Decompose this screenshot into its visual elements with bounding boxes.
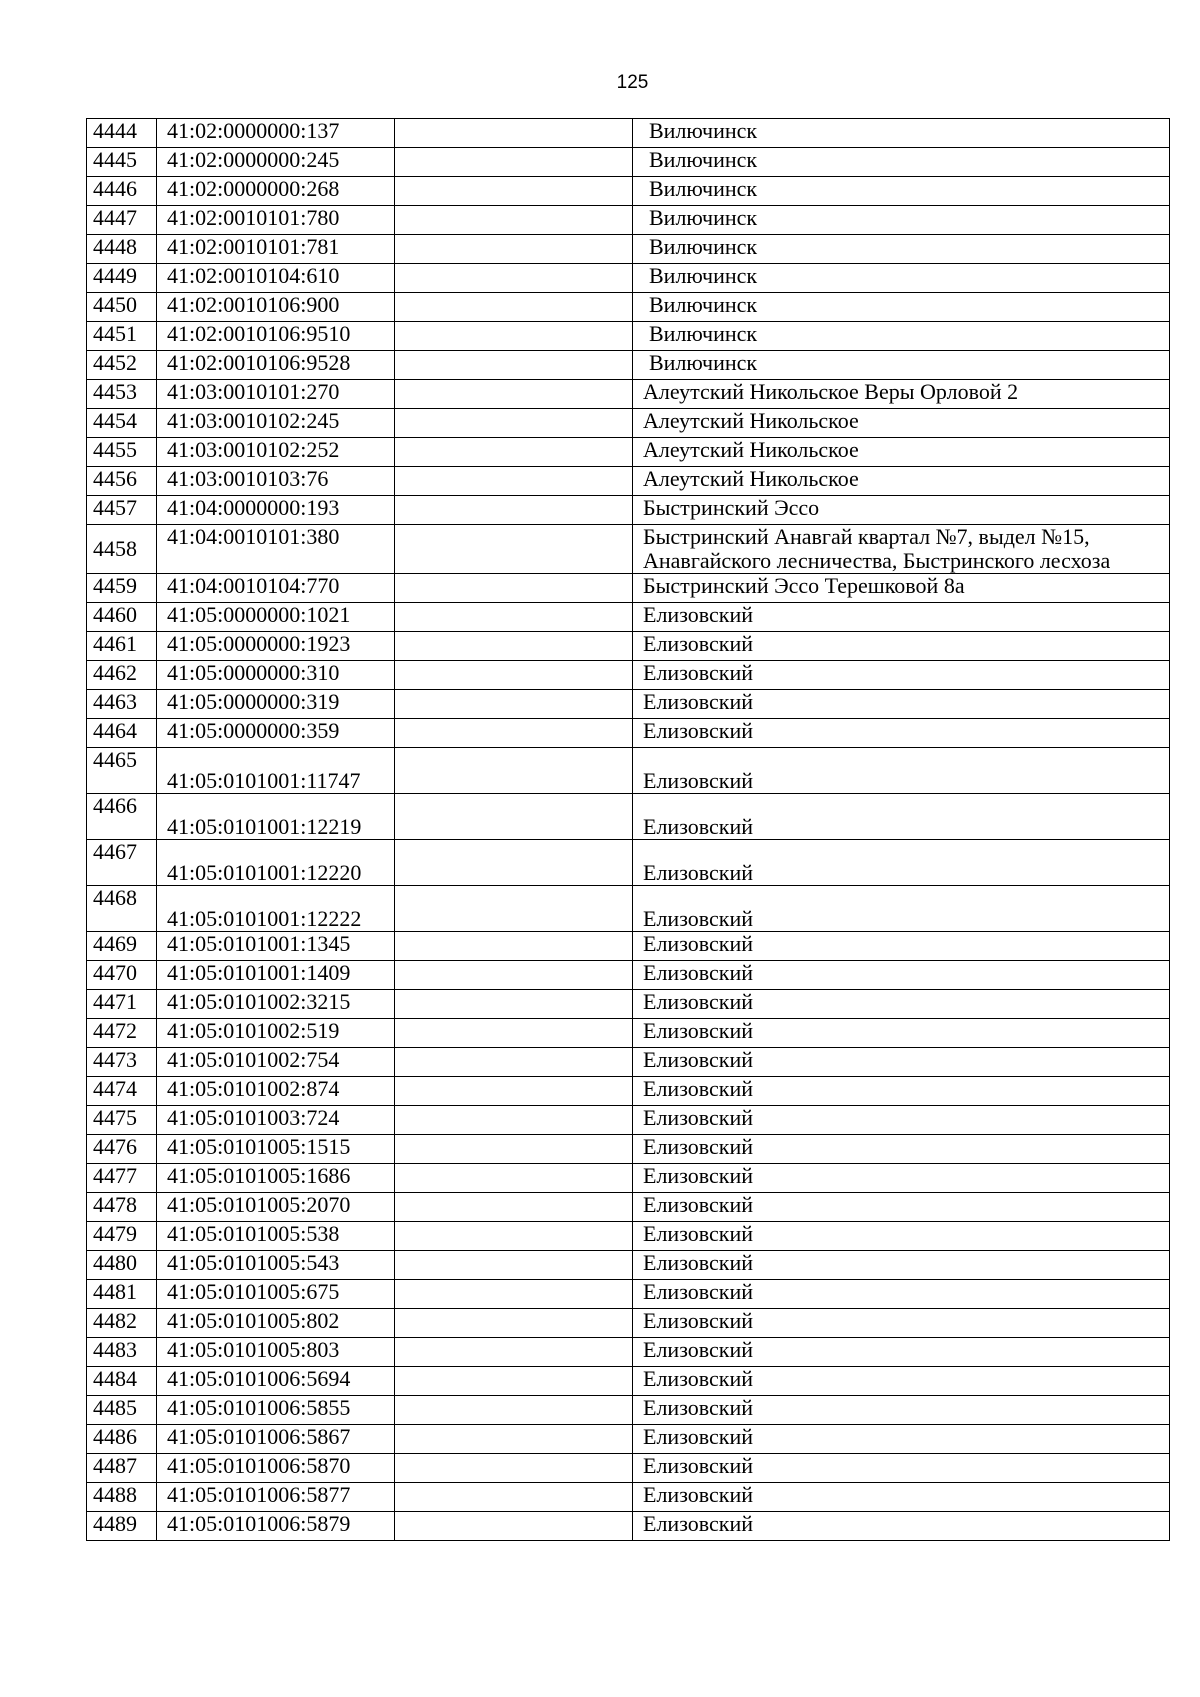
row-number-cell: 4450 [87,293,157,322]
location-cell: Елизовский [633,690,1170,719]
row-number-cell: 4453 [87,380,157,409]
row-number-cell: 4474 [87,1077,157,1106]
table-row [87,206,1170,235]
table-row [87,177,1170,206]
location-cell: Вилючинск [633,119,1170,148]
table-row [87,574,1170,603]
row-number-cell: 4465 [87,748,157,794]
cadastral-number-cell: 41:05:0101003:724 [157,1106,395,1135]
table-row [87,1077,1170,1106]
table-row [87,932,1170,961]
location-cell: Елизовский [633,1396,1170,1425]
empty-cell [395,438,633,467]
table-row [87,794,1170,840]
row-number-cell: 4488 [87,1483,157,1512]
cadastral-number-cell: 41:03:0010101:270 [157,380,395,409]
empty-cell [395,293,633,322]
row-number-cell: 4472 [87,1019,157,1048]
cadastral-number-cell: 41:03:0010102:252 [157,438,395,467]
row-number-cell: 4463 [87,690,157,719]
empty-cell [395,574,633,603]
row-number-cell: 4468 [87,886,157,932]
row-number-cell: 4485 [87,1396,157,1425]
row-number-cell: 4446 [87,177,157,206]
empty-cell [395,1019,633,1048]
table-row [87,632,1170,661]
cadastral-number-cell: 41:05:0000000:310 [157,661,395,690]
row-number-cell: 4469 [87,932,157,961]
row-number-cell: 4445 [87,148,157,177]
table-row [87,467,1170,496]
row-number-cell: 4451 [87,322,157,351]
row-number-cell: 4456 [87,467,157,496]
empty-cell [395,794,633,840]
empty-cell [395,525,633,574]
cadastral-number-cell: 41:05:0101006:5867 [157,1425,395,1454]
cadastral-number-cell: 41:02:0010106:9528 [157,351,395,380]
row-number-cell: 4484 [87,1367,157,1396]
row-number-cell: 4448 [87,235,157,264]
row-number-cell: 4487 [87,1454,157,1483]
cadastral-number-cell: 41:05:0101006:5855 [157,1396,395,1425]
empty-cell [395,119,633,148]
row-number-cell: 4457 [87,496,157,525]
location-cell: Вилючинск [633,177,1170,206]
table-row [87,1280,1170,1309]
table-row [87,235,1170,264]
cadastral-number-cell: 41:05:0101005:675 [157,1280,395,1309]
cadastral-number-cell: 41:02:0000000:245 [157,148,395,177]
cadastral-number-cell: 41:05:0101001:11747 [157,748,395,794]
location-cell: Алеутский Никольское [633,409,1170,438]
location-cell: Елизовский [633,990,1170,1019]
cadastral-number-cell: 41:02:0010104:610 [157,264,395,293]
cadastral-number-cell: 41:05:0101005:803 [157,1338,395,1367]
location-cell: Елизовский [633,748,1170,794]
table-row [87,1396,1170,1425]
table-row [87,886,1170,932]
cadastral-number-cell: 41:02:0010106:900 [157,293,395,322]
location-cell: Елизовский [633,1280,1170,1309]
empty-cell [395,1077,633,1106]
table-row [87,1251,1170,1280]
cadastral-number-cell: 41:05:0101005:538 [157,1222,395,1251]
table-row [87,1222,1170,1251]
cadastral-number-cell: 41:02:0000000:268 [157,177,395,206]
row-number-cell: 4464 [87,719,157,748]
table-row [87,1338,1170,1367]
cadastral-number-cell: 41:05:0101002:874 [157,1077,395,1106]
row-number-cell: 4444 [87,119,157,148]
location-cell: Елизовский [633,1019,1170,1048]
row-number-cell: 4478 [87,1193,157,1222]
table-row [87,603,1170,632]
empty-cell [395,1135,633,1164]
row-number-cell: 4479 [87,1222,157,1251]
empty-cell [395,177,633,206]
empty-cell [395,840,633,886]
empty-cell [395,1512,633,1541]
location-cell: Елизовский [633,1135,1170,1164]
empty-cell [395,322,633,351]
location-cell: Елизовский [633,1512,1170,1541]
cadastral-number-cell: 41:05:0101006:5879 [157,1512,395,1541]
row-number-cell: 4455 [87,438,157,467]
row-number-cell: 4449 [87,264,157,293]
empty-cell [395,1483,633,1512]
location-cell: Елизовский [633,603,1170,632]
cadastral-number-cell: 41:05:0101005:1515 [157,1135,395,1164]
location-cell: Елизовский [633,1164,1170,1193]
location-cell: Елизовский [633,1048,1170,1077]
location-cell: Елизовский [633,1251,1170,1280]
row-number-cell: 4481 [87,1280,157,1309]
cadastral-number-cell: 41:05:0101002:3215 [157,990,395,1019]
location-cell: Елизовский [633,1222,1170,1251]
row-number-cell: 4466 [87,794,157,840]
cadastral-number-cell: 41:05:0000000:359 [157,719,395,748]
table-row [87,351,1170,380]
table-row [87,409,1170,438]
cadastral-number-cell: 41:05:0101001:1409 [157,961,395,990]
empty-cell [395,148,633,177]
empty-cell [395,886,633,932]
empty-cell [395,1106,633,1135]
row-number-cell: 4489 [87,1512,157,1541]
cadastral-number-cell: 41:05:0101002:754 [157,1048,395,1077]
empty-cell [395,748,633,794]
table-row [87,1048,1170,1077]
row-number-cell: 4480 [87,1251,157,1280]
table-row [87,1193,1170,1222]
cadastral-number-cell: 41:04:0010104:770 [157,574,395,603]
empty-cell [395,206,633,235]
empty-cell [395,990,633,1019]
location-cell: Елизовский [633,1483,1170,1512]
location-cell: Елизовский [633,1367,1170,1396]
empty-cell [395,264,633,293]
cadastral-number-cell: 41:05:0101001:12220 [157,840,395,886]
empty-cell [395,661,633,690]
page-number: 125 [616,72,649,93]
cadastral-number-cell: 41:05:0000000:319 [157,690,395,719]
table-row [87,1454,1170,1483]
location-cell: Вилючинск [633,148,1170,177]
table-row [87,1164,1170,1193]
empty-cell [395,496,633,525]
location-cell: Елизовский [633,840,1170,886]
cadastral-number-cell: 41:05:0000000:1021 [157,603,395,632]
table-row [87,1309,1170,1338]
row-number-cell: 4462 [87,661,157,690]
table-row [87,148,1170,177]
row-number-cell: 4447 [87,206,157,235]
table-row [87,119,1170,148]
table-row [87,748,1170,794]
empty-cell [395,380,633,409]
location-cell: Елизовский [633,961,1170,990]
empty-cell [395,1338,633,1367]
row-number-cell: 4454 [87,409,157,438]
cadastral-number-cell: 41:05:0101005:543 [157,1251,395,1280]
empty-cell [395,235,633,264]
empty-cell [395,467,633,496]
row-number-cell: 4452 [87,351,157,380]
table-row [87,525,1170,574]
cadastral-number-cell: 41:05:0101006:5694 [157,1367,395,1396]
table-row [87,690,1170,719]
table-row [87,990,1170,1019]
row-number-cell: 4483 [87,1338,157,1367]
table-row [87,293,1170,322]
location-cell: Елизовский [633,1425,1170,1454]
row-number-cell: 4458 [87,525,157,574]
table-row [87,380,1170,409]
location-cell: Елизовский [633,1193,1170,1222]
location-cell: Елизовский [633,661,1170,690]
cadastral-number-cell: 41:05:0101005:1686 [157,1164,395,1193]
empty-cell [395,1309,633,1338]
cadastral-number-cell: 41:05:0101001:1345 [157,932,395,961]
location-cell: Елизовский [633,1454,1170,1483]
cadastral-number-cell: 41:03:0010102:245 [157,409,395,438]
location-cell: Елизовский [633,794,1170,840]
location-cell: Елизовский [633,932,1170,961]
empty-cell [395,1048,633,1077]
cadastral-number-cell: 41:05:0101005:2070 [157,1193,395,1222]
empty-cell [395,690,633,719]
empty-cell [395,351,633,380]
location-cell: Быстринский Эссо [633,496,1170,525]
row-number-cell: 4467 [87,840,157,886]
location-cell: Быстринский Эссо Терешковой 8а [633,574,1170,603]
cadastral-number-cell: 41:05:0101005:802 [157,1309,395,1338]
cadastral-number-cell: 41:02:0000000:137 [157,119,395,148]
table-row [87,1135,1170,1164]
location-cell: Алеутский Никольское [633,438,1170,467]
empty-cell [395,1222,633,1251]
table-row [87,264,1170,293]
registry-table [86,118,1170,1541]
row-number-cell: 4459 [87,574,157,603]
row-number-cell: 4482 [87,1309,157,1338]
row-number-cell: 4475 [87,1106,157,1135]
location-cell: Алеутский Никольское Веры Орловой 2 [633,380,1170,409]
row-number-cell: 4486 [87,1425,157,1454]
location-cell: Елизовский [633,886,1170,932]
table-row [87,1512,1170,1541]
cadastral-number-cell: 41:05:0101002:519 [157,1019,395,1048]
row-number-cell: 4461 [87,632,157,661]
location-cell: Вилючинск [633,293,1170,322]
empty-cell [395,1164,633,1193]
location-cell: Елизовский [633,719,1170,748]
empty-cell [395,1396,633,1425]
table-row [87,1019,1170,1048]
table-row [87,438,1170,467]
table-row [87,961,1170,990]
table-row [87,496,1170,525]
empty-cell [395,1425,633,1454]
row-number-cell: 4460 [87,603,157,632]
location-cell: Алеутский Никольское [633,467,1170,496]
empty-cell [395,1251,633,1280]
cadastral-number-cell: 41:05:0000000:1923 [157,632,395,661]
row-number-cell: 4470 [87,961,157,990]
location-cell: Вилючинск [633,322,1170,351]
row-number-cell: 4477 [87,1164,157,1193]
empty-cell [395,932,633,961]
empty-cell [395,409,633,438]
location-cell: Елизовский [633,1077,1170,1106]
cadastral-number-cell: 41:04:0000000:193 [157,496,395,525]
row-number-cell: 4471 [87,990,157,1019]
empty-cell [395,1367,633,1396]
empty-cell [395,719,633,748]
table-row [87,840,1170,886]
location-cell: Вилючинск [633,351,1170,380]
cadastral-number-cell: 41:05:0101001:12219 [157,794,395,840]
table-row [87,1483,1170,1512]
location-cell: Елизовский [633,632,1170,661]
location-cell: Быстринский Анавгай квартал №7, выдел №15, Анавгайского лесничества, Быстринского лесхоза [633,525,1170,574]
location-cell: Елизовский [633,1106,1170,1135]
cadastral-number-cell: 41:04:0010101:380 [157,525,395,574]
empty-cell [395,961,633,990]
table-row [87,719,1170,748]
cadastral-number-cell: 41:02:0010106:9510 [157,322,395,351]
table-row [87,322,1170,351]
cadastral-number-cell: 41:02:0010101:780 [157,206,395,235]
registry-table-body [87,119,1170,1541]
location-cell: Вилючинск [633,206,1170,235]
cadastral-number-cell: 41:05:0101006:5877 [157,1483,395,1512]
empty-cell [395,1454,633,1483]
row-number-cell: 4473 [87,1048,157,1077]
location-cell: Елизовский [633,1338,1170,1367]
cadastral-number-cell: 41:03:0010103:76 [157,467,395,496]
table-row [87,661,1170,690]
location-cell: Елизовский [633,1309,1170,1338]
table-row [87,1106,1170,1135]
cadastral-number-cell: 41:05:0101001:12222 [157,886,395,932]
table-row [87,1425,1170,1454]
row-number-cell: 4476 [87,1135,157,1164]
empty-cell [395,632,633,661]
empty-cell [395,1280,633,1309]
location-cell: Вилючинск [633,235,1170,264]
empty-cell [395,1193,633,1222]
cadastral-number-cell: 41:02:0010101:781 [157,235,395,264]
location-cell: Вилючинск [633,264,1170,293]
table-row [87,1367,1170,1396]
empty-cell [395,603,633,632]
cadastral-number-cell: 41:05:0101006:5870 [157,1454,395,1483]
